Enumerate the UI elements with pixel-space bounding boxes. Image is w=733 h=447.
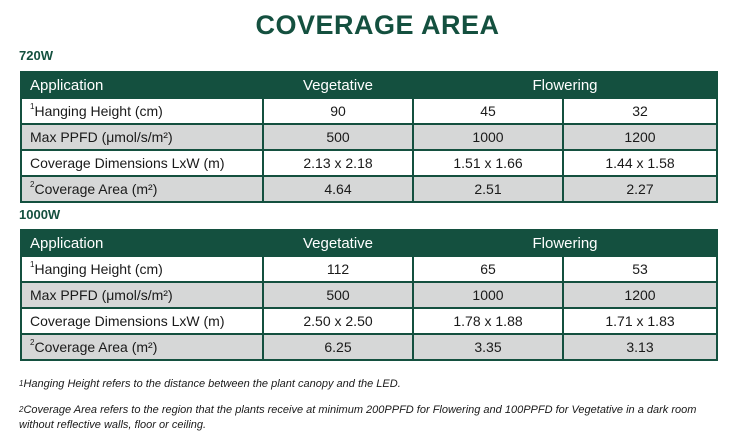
table-cell: 500 (263, 124, 413, 150)
table-row (21, 124, 717, 150)
table-cell: 2.13 x 2.18 (263, 150, 413, 176)
header-vegetative: Vegetative (263, 230, 413, 256)
table-cell: 45 (413, 98, 563, 124)
footnote-1: $^1$Hanging Height refers to the distance between the plant canopy and the LED. (19, 378, 401, 390)
row-label: $^2$Coverage Area (m²) (21, 176, 263, 202)
header-vegetative: Vegetative (263, 72, 413, 98)
table-cell: 1.51 x 1.66 (413, 150, 563, 176)
table-cell: 65 (413, 256, 563, 282)
footnote-marker: 2 (19, 405, 24, 414)
row-label: Max PPFD (μmol/s/m²) (21, 124, 263, 150)
row-label: $^1$Hanging Height (cm) (21, 256, 263, 282)
table-cell: 3.35 (413, 334, 563, 360)
footnote-2: $^2$Coverage Area refers to the region that the plants receive at minimum 200PPFD for Flowering and 100PPFD for Vegetative in a dark room without reflective walls, floor or ceiling. (19, 404, 697, 431)
header-application: Application (21, 230, 263, 256)
table-cell: 4.64 (263, 176, 413, 202)
table-cell: 1200 (563, 124, 717, 150)
header-flowering: Flowering (413, 230, 717, 256)
table-row (21, 282, 717, 308)
footnote-marker: 1 (30, 260, 35, 269)
row-label: $^2$Coverage Area (m²) (21, 334, 263, 360)
coverage-table-1000w (20, 229, 718, 361)
table-row (21, 98, 717, 124)
table-header-row (21, 72, 717, 98)
header-application: Application (21, 72, 263, 98)
table-cell: 1200 (563, 282, 717, 308)
coverage-table-720w (20, 71, 718, 203)
row-label: Max PPFD (μmol/s/m²) (21, 282, 263, 308)
table-cell: 1.71 x 1.83 (563, 308, 717, 334)
table-row (21, 256, 717, 282)
table-cell: 1000 (413, 124, 563, 150)
table-row (21, 334, 717, 360)
section-label-1000w: 1000W (19, 207, 61, 222)
table-cell: 500 (263, 282, 413, 308)
header-flowering: Flowering (413, 72, 717, 98)
table-cell: 90 (263, 98, 413, 124)
table-cell: 2.51 (413, 176, 563, 202)
table-cell: 32 (563, 98, 717, 124)
table-row (21, 150, 717, 176)
table-cell: 53 (563, 256, 717, 282)
page-title: COVERAGE AREA (255, 10, 500, 40)
footnote-marker: 1 (30, 102, 35, 111)
table-row (21, 308, 717, 334)
table-header-row (21, 230, 717, 256)
table-cell: 2.50 x 2.50 (263, 308, 413, 334)
table-cell: 6.25 (263, 334, 413, 360)
section-label-720w: 720W (19, 48, 53, 63)
table-cell: 1.78 x 1.88 (413, 308, 563, 334)
table-cell: 2.27 (563, 176, 717, 202)
footnote-marker: 2 (30, 180, 35, 189)
table-cell: 1000 (413, 282, 563, 308)
table-cell: 112 (263, 256, 413, 282)
footnote-marker: 1 (19, 379, 24, 388)
table-cell: 1.44 x 1.58 (563, 150, 717, 176)
table-row (21, 176, 717, 202)
table-cell: 3.13 (563, 334, 717, 360)
row-label: Coverage Dimensions LxW (m) (21, 150, 263, 176)
row-label: $^1$Hanging Height (cm) (21, 98, 263, 124)
row-label: Coverage Dimensions LxW (m) (21, 308, 263, 334)
footnote-marker: 2 (30, 338, 35, 347)
